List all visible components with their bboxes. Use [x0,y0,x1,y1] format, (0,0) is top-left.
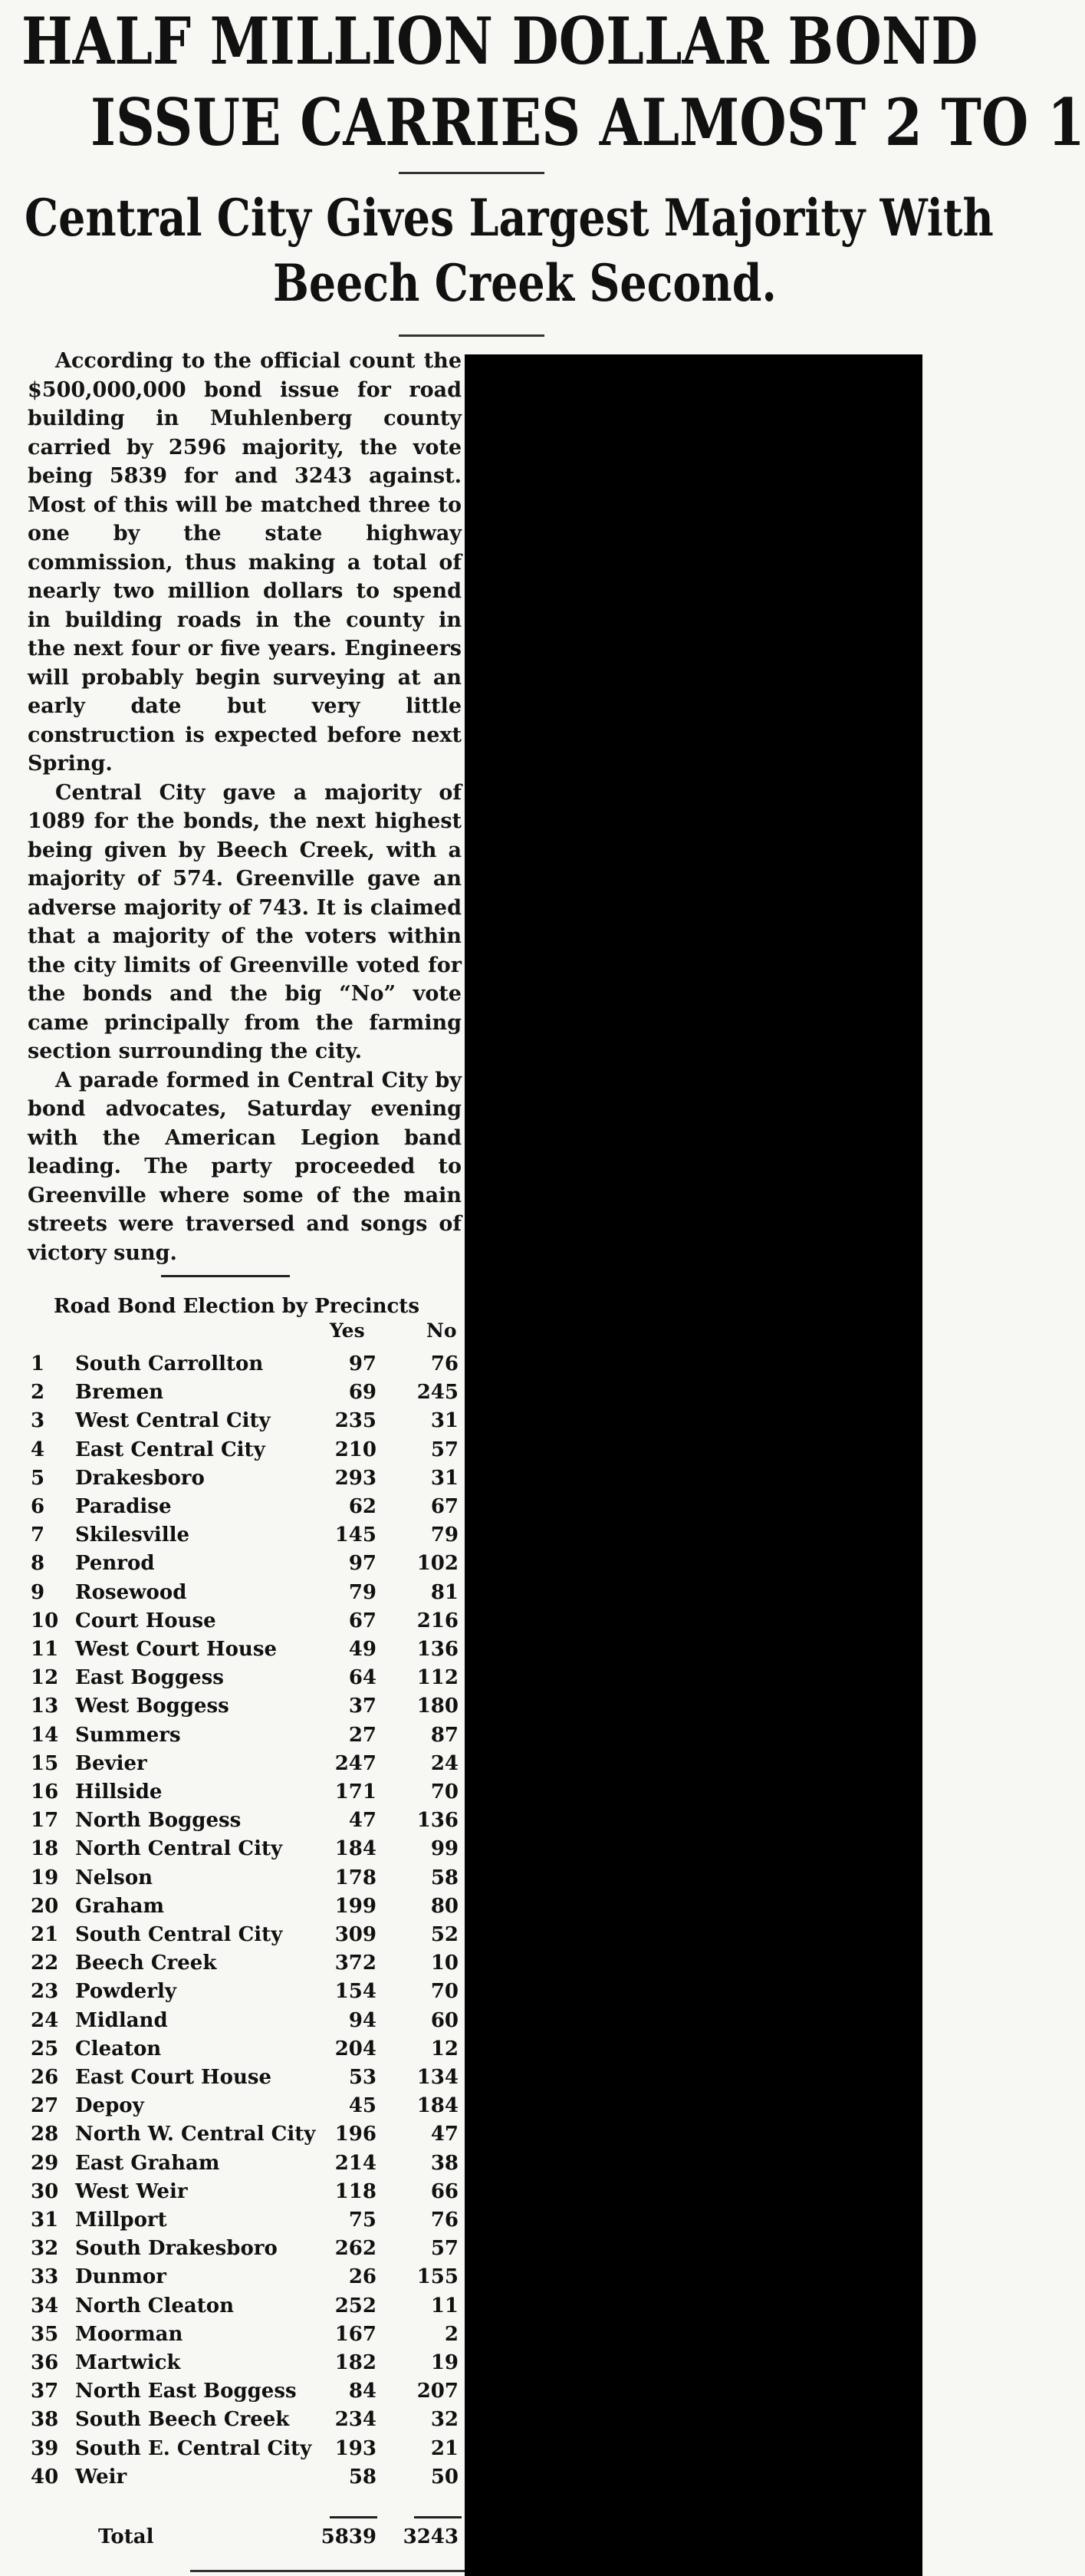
precinct-name: Hillside [75,1780,163,1804]
precinct-number: 8 [31,1552,45,1576]
no-votes: 216 [416,1609,459,1632]
precinct-name: West Court House [75,1638,278,1661]
precinct-name: South Carrollton [75,1352,264,1375]
precinct-number: 4 [31,1438,45,1461]
precinct-number: 34 [31,2294,59,2317]
precinct-name: Bevier [75,1751,147,1775]
precinct-name: West Weir [75,2179,188,2203]
no-votes: 76 [430,2209,459,2232]
yes-votes: 309 [334,1923,376,1946]
precinct-name: South E. Central City [75,2436,312,2460]
no-votes: 112 [416,1666,459,1690]
yes-votes: 79 [348,1580,376,1604]
article-paragraph: A parade formed in Central City by bond advocates, Saturday evening with the American Legion band leading. The party proceeded to Greenville where some of the main streets were traversed and songs of victory sung. [28,1068,462,1265]
yes-votes: 193 [334,2436,376,2460]
table-row [0,2463,465,2492]
precinct-name: Martwick [75,2351,181,2374]
precinct-number: 30 [31,2179,59,2203]
table-row [0,1721,465,1750]
precinct-number: 38 [31,2408,59,2432]
no-votes: 21 [430,2436,459,2460]
article-body [28,347,462,1267]
no-votes: 207 [416,2380,459,2403]
yes-votes: 84 [348,2380,376,2403]
total-rule-yes [330,2516,377,2518]
total-yes: 5839 [321,2525,376,2548]
table-row [0,1436,465,1464]
yes-votes: 58 [348,2465,376,2489]
no-votes: 102 [416,1552,459,1576]
subheadline-line-1: Central City Gives Largest Majority With [25,188,994,248]
precinct-name: Skilesville [75,1524,190,1547]
no-votes: 136 [416,1638,459,1661]
table-row [0,1350,465,1379]
precinct-number: 16 [31,1780,59,1804]
precinct-number: 28 [31,2123,59,2146]
precinct-number: 37 [31,2380,59,2403]
table-row [0,1579,465,1607]
table-row [0,2149,465,2178]
subhead-divider [399,334,544,337]
precinct-number: 6 [31,1495,45,1518]
precinct-number: 13 [31,1695,59,1718]
table-row [0,1807,465,1835]
no-votes: 70 [430,1780,459,1804]
precinct-number: 39 [31,2436,59,2460]
precinct-number: 40 [31,2465,59,2489]
precinct-number: 11 [31,1638,59,1661]
no-votes: 24 [430,1751,459,1775]
precinct-name: Nelson [75,1866,153,1889]
table-row [0,1778,465,1807]
total-rule-no [414,2516,462,2518]
precinct-name: North W. Central City [75,2123,316,2146]
precinct-name: Rosewood [75,1580,187,1604]
no-votes: 67 [430,1495,459,1518]
precinct-number: 12 [31,1666,59,1690]
table-row [0,2092,465,2120]
table-row [0,2377,465,2406]
precinct-number: 7 [31,1524,45,1547]
no-votes: 76 [430,1352,459,1375]
table-row [0,1607,465,1636]
precinct-name: North Cleaton [75,2294,234,2317]
precinct-name: Penrod [75,1552,155,1576]
total-label: Total [98,2525,154,2548]
precinct-number: 2 [31,1381,45,1405]
precinct-name: North Boggess [75,1809,242,1833]
no-votes: 52 [430,1923,459,1946]
table-row [0,2035,465,2064]
yes-votes: 372 [334,1952,376,1975]
precinct-number: 21 [31,1923,59,1946]
no-votes: 57 [430,2237,459,2261]
table-row [0,1750,465,1778]
section-divider [161,1275,290,1277]
precinct-number: 23 [31,1980,59,2004]
precinct-name: West Central City [75,1409,271,1433]
precinct-name: Summers [75,1723,181,1747]
no-votes: 99 [430,1837,459,1861]
yes-votes: 204 [334,2037,376,2060]
precinct-name: Paradise [75,1495,172,1518]
precinct-name: Moorman [75,2322,183,2346]
yes-votes: 94 [348,2008,376,2032]
yes-votes: 26 [348,2265,376,2289]
precinct-name: North Central City [75,1837,283,1861]
table-row [0,1664,465,1692]
table-row [0,1978,465,2006]
precinct-name: South Central City [75,1923,283,1946]
precinct-name: Bremen [75,1381,164,1405]
no-votes: 12 [430,2037,459,2060]
yes-votes: 247 [334,1751,376,1775]
total-no: 3243 [403,2525,459,2548]
table-row [0,1407,465,1435]
precinct-name: North East Boggess [75,2380,297,2403]
no-votes: 2 [444,2322,459,2346]
yes-votes: 234 [334,2408,376,2432]
table-row [0,1464,465,1493]
precinct-number: 35 [31,2322,59,2346]
no-votes: 19 [430,2351,459,2374]
precinct-number: 24 [31,2008,59,2032]
table-row [0,2178,465,2206]
yes-votes: 118 [334,2179,376,2203]
no-votes: 184 [416,2094,459,2118]
column-header-no: No [426,1319,457,1342]
precinct-number: 25 [31,2037,59,2060]
yes-votes: 75 [348,2209,376,2232]
precinct-number: 36 [31,2351,59,2374]
precinct-number: 3 [31,1409,45,1433]
yes-votes: 252 [334,2294,376,2317]
yes-votes: 45 [348,2094,376,2118]
precinct-name: Millport [75,2209,167,2232]
precinct-name: Dunmor [75,2265,166,2289]
no-votes: 58 [430,1866,459,1889]
precinct-name: Depoy [75,2094,144,2118]
table-row [0,2406,465,2434]
no-votes: 32 [430,2408,459,2432]
precinct-number: 10 [31,1609,59,1632]
no-votes: 80 [430,1894,459,1918]
yes-votes: 62 [348,1495,376,1518]
table-row [0,1550,465,1578]
precinct-name: Weir [75,2465,127,2489]
total-row [0,2525,465,2556]
precinct-name: Powderly [75,1980,176,2004]
no-votes: 66 [430,2179,459,2203]
no-votes: 38 [430,2151,459,2175]
bottom-divider [190,2570,465,2572]
precinct-number: 26 [31,2066,59,2089]
precinct-name: Cleaton [75,2037,162,2060]
article-paragraph: According to the official count the $500,000,000 bond issue for road building in Muhlenberg county carried by 2596 majority, the vote being 5839 for and 3243 against. Most of this will be matched three to one by the state highway commission, thus making a total of nearly two million dollars to spend in building roads in the county in the next four or five years. Engineers will probably begin surveying at an early date but very little construction is expected before next Spring. [28,349,462,776]
precinct-name: East Court House [75,2066,272,2089]
yes-votes: 64 [348,1666,376,1690]
precinct-number: 15 [31,1751,59,1775]
no-votes: 50 [430,2465,459,2489]
yes-votes: 69 [348,1381,376,1405]
yes-votes: 214 [334,2151,376,2175]
table-row [0,2292,465,2321]
yes-votes: 67 [348,1609,376,1632]
table-row [0,1636,465,1664]
no-votes: 245 [416,1381,459,1405]
table-row [0,1892,465,1921]
precinct-number: 33 [31,2265,59,2289]
yes-votes: 97 [348,1352,376,1375]
yes-votes: 53 [348,2066,376,2089]
precinct-name: Graham [75,1894,165,1918]
precinct-name: South Beech Creek [75,2408,290,2432]
headline-line-2: ISSUE CARRIES ALMOST 2 TO 1 [90,84,1085,160]
table-row [0,2120,465,2149]
yes-votes: 171 [334,1780,376,1804]
table-row [0,1835,465,1863]
no-votes: 11 [430,2294,459,2317]
yes-votes: 262 [334,2237,376,2261]
no-votes: 79 [430,1524,459,1547]
yes-votes: 178 [334,1866,376,1889]
headline-line-1: HALF MILLION DOLLAR BOND [21,3,978,79]
article-paragraph: Central City gave a majority of 1089 for the bonds, the next highest being given by Beech Creek, with a majority of 574. Greenville gave an adverse majority of 743. It is claimed that a majority of the voters within the city limits of Greenville voted for the bonds and the big “No” vote came principally from the farming section surrounding the city. [28,780,462,1063]
redaction-block [465,354,922,2576]
no-votes: 180 [416,1695,459,1718]
headline-divider [399,172,544,174]
no-votes: 60 [430,2008,459,2032]
precinct-name: Beech Creek [75,1952,217,1975]
no-votes: 31 [430,1466,459,1490]
no-votes: 31 [430,1409,459,1433]
precinct-number: 17 [31,1809,59,1833]
precinct-number: 1 [31,1352,45,1375]
column-header-yes: Yes [330,1319,365,1342]
precinct-number: 14 [31,1723,59,1747]
precinct-number: 31 [31,2209,59,2232]
precinct-name: East Central City [75,1438,265,1461]
no-votes: 47 [430,2123,459,2146]
table-row [0,1949,465,1978]
precinct-name: Court House [75,1609,216,1632]
table-row [0,2007,465,2035]
table-row [0,2349,465,2377]
no-votes: 134 [416,2066,459,2089]
table-row [0,1692,465,1721]
no-votes: 10 [430,1952,459,1975]
table-row [0,1864,465,1892]
no-votes: 136 [416,1809,459,1833]
no-votes: 87 [430,1723,459,1747]
yes-votes: 210 [334,1438,376,1461]
yes-votes: 27 [348,1723,376,1747]
yes-votes: 235 [334,1409,376,1433]
table-row [0,1921,465,1949]
yes-votes: 145 [334,1524,376,1547]
precinct-number: 5 [31,1466,45,1490]
precinct-number: 22 [31,1952,59,1975]
table-title: Road Bond Election by Precincts [54,1295,419,1318]
no-votes: 155 [416,2265,459,2289]
yes-votes: 47 [348,1809,376,1833]
precinct-name: West Boggess [75,1695,229,1718]
yes-votes: 196 [334,2123,376,2146]
table-row [0,1521,465,1550]
table-row [0,2321,465,2349]
precinct-number: 29 [31,2151,59,2175]
table-row [0,2235,465,2263]
table-row [0,1493,465,1521]
precinct-name: East Boggess [75,1666,224,1690]
yes-votes: 184 [334,1837,376,1861]
no-votes: 57 [430,1438,459,1461]
yes-votes: 37 [348,1695,376,1718]
table-row [0,2064,465,2092]
table-row [0,1379,465,1407]
table-row [0,2206,465,2235]
yes-votes: 97 [348,1552,376,1576]
precinct-number: 9 [31,1580,45,1604]
yes-votes: 167 [334,2322,376,2346]
no-votes: 81 [430,1580,459,1604]
yes-votes: 182 [334,2351,376,2374]
precinct-name: Midland [75,2008,168,2032]
precinct-number: 32 [31,2237,59,2261]
yes-votes: 154 [334,1980,376,2004]
precinct-number: 19 [31,1866,59,1889]
precinct-number: 18 [31,1837,59,1861]
precinct-name: South Drakesboro [75,2237,278,2261]
precinct-number: 27 [31,2094,59,2118]
precinct-name: Drakesboro [75,1466,205,1490]
precinct-name: East Graham [75,2151,220,2175]
table-row [0,2263,465,2291]
precinct-number: 20 [31,1894,59,1918]
subheadline-line-2: Beech Creek Second. [273,253,777,313]
yes-votes: 49 [348,1638,376,1661]
yes-votes: 293 [334,1466,376,1490]
table-row [0,2435,465,2463]
yes-votes: 199 [334,1894,376,1918]
no-votes: 70 [430,1980,459,2004]
